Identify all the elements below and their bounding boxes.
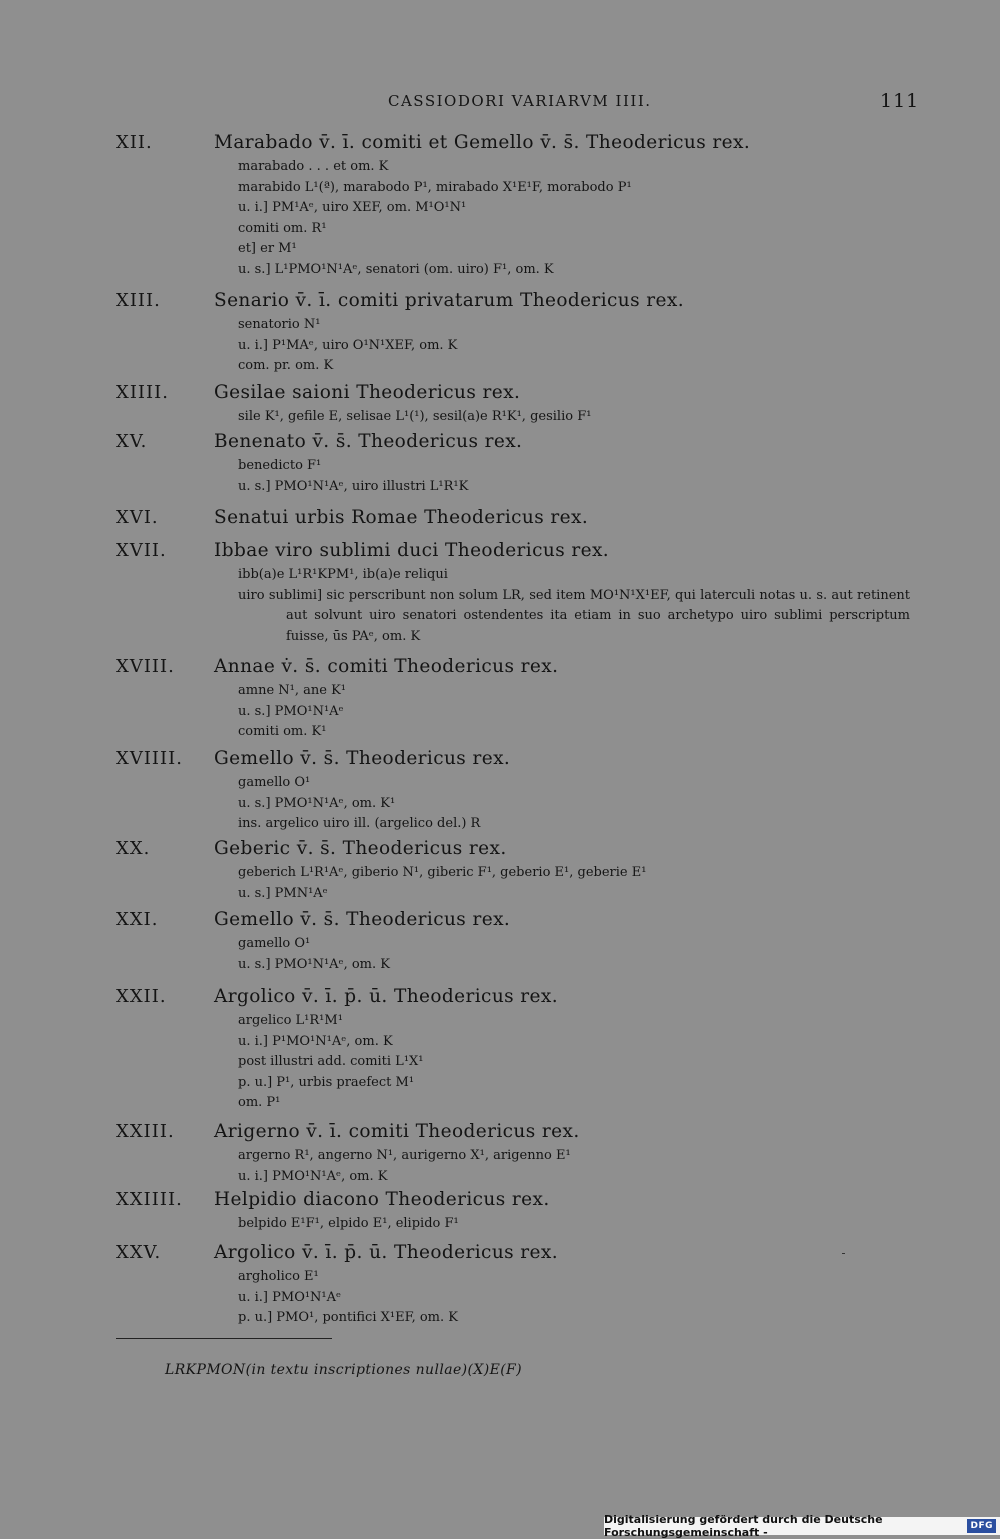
letter-heading: Senatui urbis Romae Theodericus rex. (214, 507, 589, 528)
letter-heading: Marabado v̄. ī. comiti et Gemello v̄. s̄. Theodericus rex. (214, 132, 751, 153)
apparatus-note: comiti om. K¹ (238, 724, 327, 739)
footnote-rule (116, 1338, 332, 1339)
apparatus-note: om. P¹ (238, 1095, 281, 1110)
apparatus-note: argholico E¹ (238, 1269, 319, 1284)
letter-numeral: XXII. (116, 986, 167, 1007)
apparatus-note: u. i.] P¹MO¹N¹Aᵉ, om. K (238, 1033, 393, 1049)
letter-numeral: XXI. (116, 909, 159, 930)
apparatus-note: uiro sublimi] sic perscribunt non solum LR, sed item MO¹N¹X¹EF, qui laterculi notas u. s. aut retinent aut solvunt uiro senatori ostendentes ita etiam in suo archetypo uiro sublimi perscriptum fuisse, ūs PAᵉ, om. K (238, 587, 910, 644)
apparatus-note: u. s.] PMN¹Aᵉ (238, 885, 328, 901)
apparatus-note: ibb(a)e L¹R¹KPM¹, ib(a)e reliqui (238, 567, 448, 582)
running-head: CASSIODORI VARIARVM IIII. (388, 92, 652, 110)
letter-heading: Geberic v̄. s̄. Theodericus rex. (214, 838, 507, 859)
apparatus-note: gamello O¹ (238, 936, 311, 951)
letter-numeral: XIII. (116, 290, 161, 311)
print-speck (842, 1253, 845, 1254)
apparatus-note: gamello O¹ (238, 775, 311, 790)
letter-heading: Ibbae viro sublimi duci Theodericus rex. (214, 540, 610, 561)
apparatus-note: et] er M¹ (238, 241, 297, 256)
letter-numeral: XVI. (116, 507, 159, 528)
apparatus-notes (238, 1267, 910, 1329)
letter-heading: Annae v̇. s̄. comiti Theodericus rex. (214, 656, 559, 677)
apparatus-note: u. s.] PMO¹N¹Aᵉ, om. K¹ (238, 795, 396, 811)
apparatus-notes (238, 456, 910, 497)
footer-sigla: LRKPMON(in textu inscriptiones nullae)(X)E(F) (165, 1362, 523, 1378)
apparatus-notes (238, 1011, 910, 1114)
apparatus-note: u. s.] L¹PMO¹N¹Aᵉ, senatori (om. uiro) F¹, om. K (238, 261, 554, 277)
apparatus-notes (238, 1146, 910, 1187)
letter-numeral: XVIIII. (116, 748, 183, 769)
letter-numeral: XV. (116, 431, 148, 452)
letter-numeral: XXV. (116, 1242, 162, 1263)
apparatus-note: argelico L¹R¹M¹ (238, 1013, 343, 1028)
apparatus-note: u. i.] P¹MAᵉ, uiro O¹N¹XEF, om. K (238, 337, 458, 353)
apparatus-note: sile K¹, gefile E, selisae L¹(¹), sesil(a)e R¹K¹, gesilio F¹ (238, 409, 592, 424)
apparatus-note: comiti om. R¹ (238, 220, 327, 236)
letter-numeral: XVIII. (116, 656, 175, 677)
apparatus-note: marabido L¹(ª), marabodo P¹, mirabado X¹E¹F, morabodo P¹ (238, 179, 632, 195)
letter-heading: Senario v̄. ī. comiti privatarum Theodericus rex. (214, 290, 685, 311)
apparatus-note: u. i.] PMO¹N¹Aᵉ, om. K (238, 1168, 388, 1184)
apparatus-notes (238, 157, 910, 280)
letter-heading: Helpidio diacono Theodericus rex. (214, 1189, 550, 1210)
page-number: 111 (880, 90, 920, 112)
apparatus-note: ins. argelico uiro ill. (argelico del.) R (238, 816, 481, 831)
apparatus-notes (238, 773, 910, 835)
letter-heading: Arigerno v̄. ī. comiti Theodericus rex. (214, 1121, 580, 1142)
apparatus-note: p. u.] PMO¹, pontifici X¹EF, om. K (238, 1310, 458, 1325)
apparatus-note: argerno R¹, angerno N¹, aurigerno X¹, arigenno E¹ (238, 1148, 571, 1163)
apparatus-notes (238, 681, 910, 743)
apparatus-note: amne N¹, ane K¹ (238, 683, 346, 698)
letter-numeral: XII. (116, 132, 153, 153)
apparatus-note: marabado . . . et om. K (238, 159, 389, 174)
letter-heading: Benenato v̄. s̄. Theodericus rex. (214, 431, 523, 452)
apparatus-note: u. s.] PMO¹N¹Aᵉ, uiro illustri L¹R¹K (238, 478, 469, 494)
letter-heading: Gemello v̄. s̄. Theodericus rex. (214, 909, 511, 930)
letter-numeral: XIIII. (116, 382, 169, 403)
apparatus-note: p. u.] P¹, urbis praefect M¹ (238, 1074, 415, 1090)
apparatus-notes (238, 315, 910, 377)
letter-heading: Argolico v̄. ī. p̄. ū. Theodericus rex. (214, 986, 559, 1007)
apparatus-note: u. s.] PMO¹N¹Aᵉ (238, 703, 344, 719)
apparatus-notes (238, 565, 910, 647)
apparatus-note: benedicto F¹ (238, 458, 322, 473)
apparatus-note: com. pr. om. K (238, 358, 334, 373)
apparatus-notes (238, 934, 910, 975)
apparatus-note: u. i.] PMO¹N¹Aᵉ (238, 1289, 342, 1305)
apparatus-note: senatorio N¹ (238, 317, 321, 332)
letter-numeral: XX. (116, 838, 151, 859)
letter-heading: Gesilae saioni Theodericus rex. (214, 382, 521, 403)
apparatus-note: post illustri add. comiti L¹X¹ (238, 1054, 424, 1069)
apparatus-notes (238, 407, 910, 428)
apparatus-note: geberich L¹R¹Aᵉ, giberio N¹, giberic F¹, geberio E¹, geberie E¹ (238, 865, 647, 880)
dfg-logo: DFG (967, 1519, 996, 1533)
apparatus-notes (238, 1214, 910, 1235)
letter-heading: Gemello v̄. s̄. Theodericus rex. (214, 748, 511, 769)
digitization-text: Digitalisierung gefördert durch die Deutsche Forschungsgemeinschaft - (604, 1513, 883, 1539)
apparatus-notes (238, 863, 910, 904)
letter-numeral: XXIIII. (116, 1189, 183, 1210)
apparatus-note: belpido E¹F¹, elpido E¹, elipido F¹ (238, 1216, 459, 1231)
letter-numeral: XXIII. (116, 1121, 175, 1142)
digitization-bar (604, 1513, 1000, 1539)
apparatus-note: u. i.] PM¹Aᵉ, uiro XEF, om. M¹O¹N¹ (238, 200, 467, 215)
letter-heading: Argolico v̄. ī. p̄. ū. Theodericus rex. (214, 1242, 559, 1263)
letter-numeral: XVII. (116, 540, 167, 561)
apparatus-note: u. s.] PMO¹N¹Aᵉ, om. K (238, 956, 390, 972)
